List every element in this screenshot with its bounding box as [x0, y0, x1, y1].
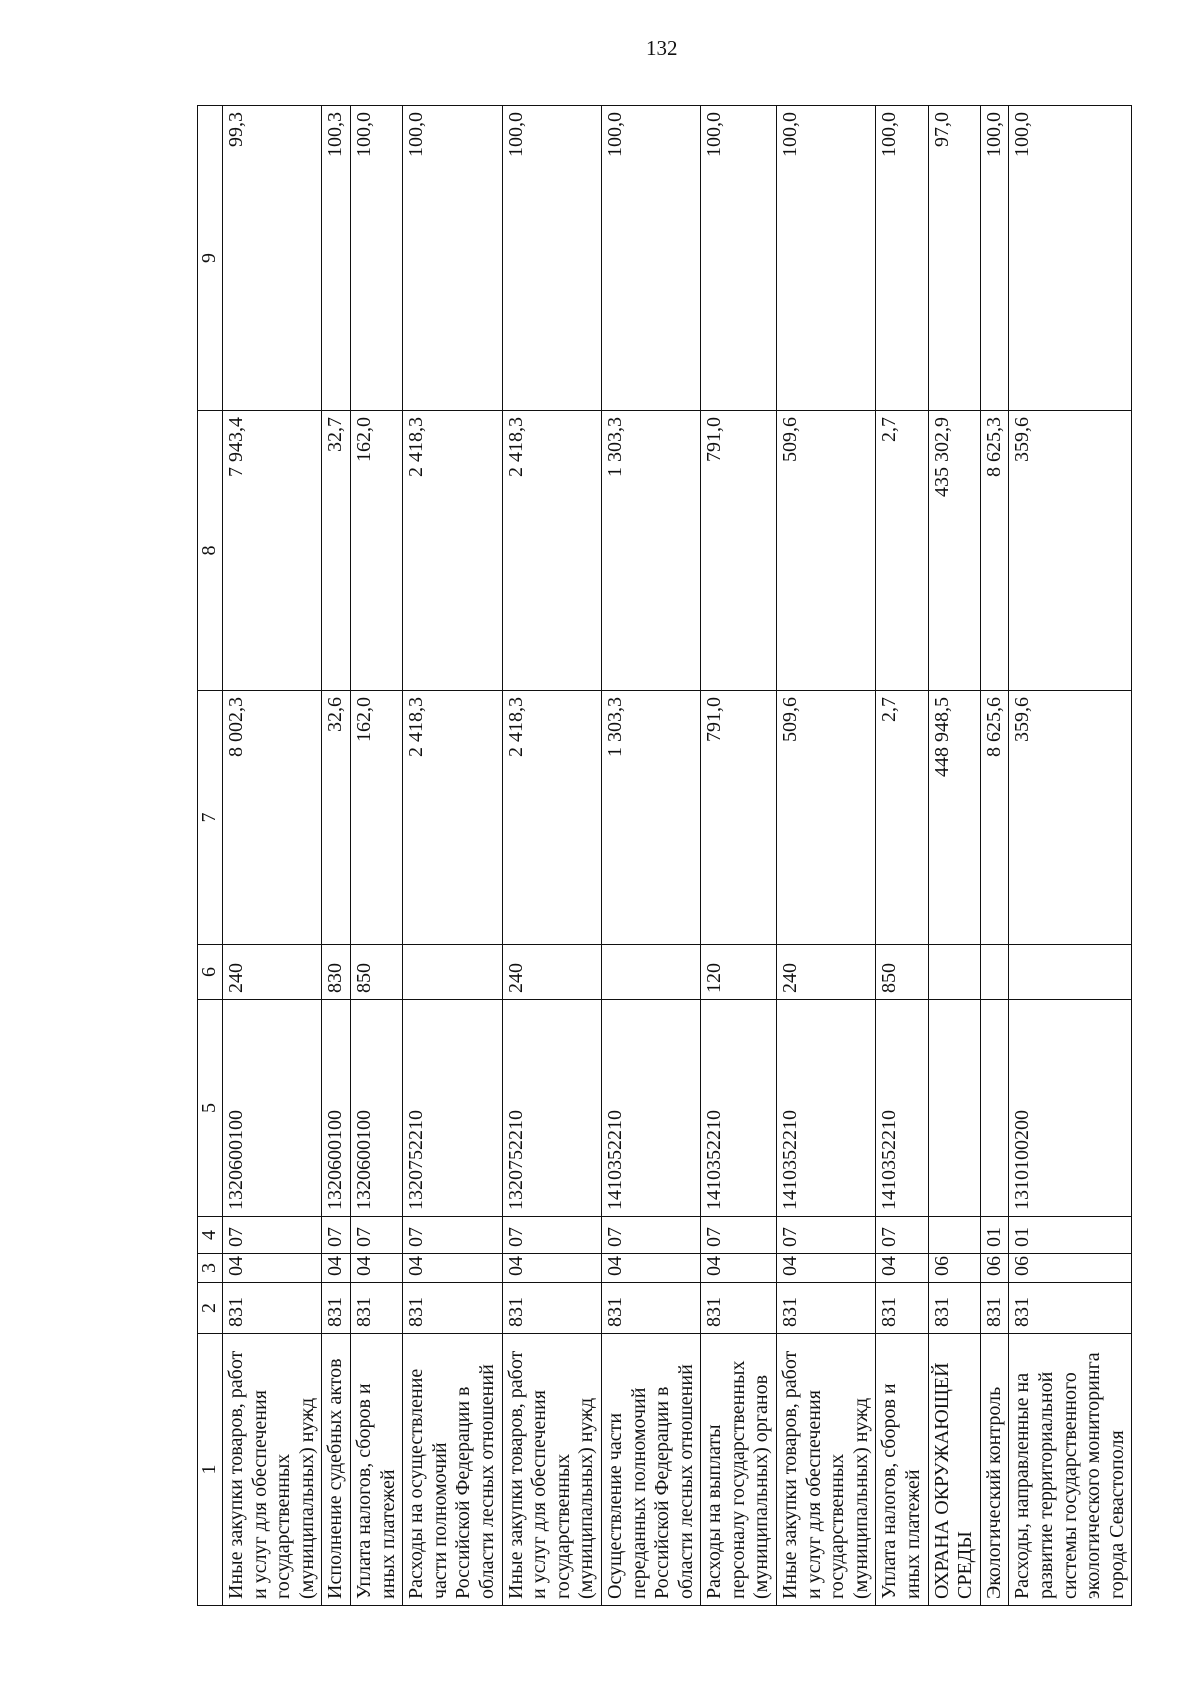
cell-executed: 32,7 [322, 411, 351, 691]
cell-section: 06 [928, 1254, 980, 1283]
row-name: Иные закупки товаров, работ и услуг для обеспечения государственных (муниципальных) нужд [502, 1334, 601, 1606]
cell-subsection: 07 [223, 1217, 322, 1254]
cell-target-article: 1320600100 [350, 1000, 402, 1217]
cell-executed: 162,0 [350, 411, 402, 691]
header-row [198, 106, 223, 1606]
cell-admin-code: 831 [350, 1283, 402, 1334]
cell-target-article [928, 1000, 980, 1217]
cell-section: 04 [502, 1254, 601, 1283]
cell-percent: 100,0 [980, 106, 1009, 411]
row-name: Уплата налогов, сборов и иных платежей [350, 1334, 402, 1606]
cell-subsection: 01 [1009, 1217, 1132, 1254]
cell-percent: 100,0 [601, 106, 700, 411]
cell-admin-code: 831 [1009, 1283, 1132, 1334]
cell-section: 04 [322, 1254, 351, 1283]
cell-expense-type [1009, 945, 1132, 1000]
cell-percent: 100,0 [876, 106, 928, 411]
cell-percent: 99,3 [223, 106, 322, 411]
cell-target-article: 1410352210 [701, 1000, 777, 1217]
cell-planned: 2 418,3 [502, 691, 601, 945]
cell-planned: 162,0 [350, 691, 402, 945]
table-row [980, 106, 1009, 1606]
cell-admin-code: 831 [876, 1283, 928, 1334]
rotated-table-container [197, 106, 1128, 1606]
row-name: Экологический контроль [980, 1334, 1009, 1606]
row-name: Исполнение судебных актов [322, 1334, 351, 1606]
header-cell: 8 [198, 411, 223, 691]
cell-section: 04 [403, 1254, 502, 1283]
header-cell: 4 [198, 1217, 223, 1254]
cell-admin-code: 831 [701, 1283, 777, 1334]
table-row [350, 106, 402, 1606]
cell-percent: 100,0 [701, 106, 777, 411]
cell-section: 04 [876, 1254, 928, 1283]
row-name: Уплата налогов, сборов и иных платежей [876, 1334, 928, 1606]
cell-section: 04 [601, 1254, 700, 1283]
header-cell: 9 [198, 106, 223, 411]
row-name: ОХРАНА ОКРУЖАЮЩЕЙ СРЕДЫ [928, 1334, 980, 1606]
cell-target-article: 1320752210 [403, 1000, 502, 1217]
cell-section: 06 [980, 1254, 1009, 1283]
cell-subsection: 07 [502, 1217, 601, 1254]
table-row [223, 106, 322, 1606]
cell-planned: 32,6 [322, 691, 351, 945]
cell-expense-type [980, 945, 1009, 1000]
cell-admin-code: 831 [980, 1283, 1009, 1334]
cell-admin-code: 831 [223, 1283, 322, 1334]
table-row [777, 106, 876, 1606]
cell-planned: 1 303,3 [601, 691, 700, 945]
cell-section: 04 [223, 1254, 322, 1283]
cell-planned: 359,6 [1009, 691, 1132, 945]
cell-target-article: 1410352210 [876, 1000, 928, 1217]
cell-planned: 2,7 [876, 691, 928, 945]
cell-planned: 509,6 [777, 691, 876, 945]
cell-expense-type: 830 [322, 945, 351, 1000]
cell-executed: 8 625,3 [980, 411, 1009, 691]
cell-subsection: 07 [701, 1217, 777, 1254]
cell-section: 04 [777, 1254, 876, 1283]
table-row [701, 106, 777, 1606]
cell-admin-code: 831 [322, 1283, 351, 1334]
cell-target-article: 1320600100 [223, 1000, 322, 1217]
cell-section: 04 [701, 1254, 777, 1283]
table-row [876, 106, 928, 1606]
cell-expense-type [601, 945, 700, 1000]
cell-subsection: 01 [980, 1217, 1009, 1254]
cell-percent: 100,0 [403, 106, 502, 411]
cell-executed: 359,6 [1009, 411, 1132, 691]
page-number: 132 [646, 36, 678, 60]
cell-expense-type: 850 [876, 945, 928, 1000]
cell-target-article [980, 1000, 1009, 1217]
cell-percent: 100,0 [502, 106, 601, 411]
table-row [322, 106, 351, 1606]
cell-admin-code: 831 [928, 1283, 980, 1334]
cell-subsection [928, 1217, 980, 1254]
cell-planned: 791,0 [701, 691, 777, 945]
cell-subsection: 07 [322, 1217, 351, 1254]
header-cell: 6 [198, 945, 223, 1000]
cell-expense-type: 240 [502, 945, 601, 1000]
cell-planned: 448 948,5 [928, 691, 980, 945]
cell-admin-code: 831 [601, 1283, 700, 1334]
row-name: Иные закупки товаров, работ и услуг для обеспечения государственных (муниципальных) нужд [223, 1334, 322, 1606]
row-name: Расходы на осуществление части полномочий Российской Федерации в области лесных отношений [403, 1334, 502, 1606]
cell-subsection: 07 [777, 1217, 876, 1254]
header-cell: 5 [198, 1000, 223, 1217]
cell-percent: 100,0 [1009, 106, 1132, 411]
cell-executed: 2,7 [876, 411, 928, 691]
row-name: Расходы, направленные на развитие территориальной системы государственного экологического мониторинга города Севастополя [1009, 1334, 1132, 1606]
cell-percent: 97,0 [928, 106, 980, 411]
cell-expense-type [928, 945, 980, 1000]
header-cell: 3 [198, 1254, 223, 1283]
cell-admin-code: 831 [777, 1283, 876, 1334]
row-name: Иные закупки товаров, работ и услуг для обеспечения государственных (муниципальных) нужд [777, 1334, 876, 1606]
cell-subsection: 07 [876, 1217, 928, 1254]
cell-executed: 1 303,3 [601, 411, 700, 691]
cell-expense-type: 240 [223, 945, 322, 1000]
cell-admin-code: 831 [502, 1283, 601, 1334]
table-row [601, 106, 700, 1606]
cell-executed: 791,0 [701, 411, 777, 691]
budget-table [197, 105, 1132, 1606]
cell-planned: 8 002,3 [223, 691, 322, 945]
cell-planned: 2 418,3 [403, 691, 502, 945]
cell-percent: 100,0 [777, 106, 876, 411]
cell-executed: 2 418,3 [502, 411, 601, 691]
cell-subsection: 07 [350, 1217, 402, 1254]
table-row [502, 106, 601, 1606]
cell-target-article: 1310100200 [1009, 1000, 1132, 1217]
cell-executed: 2 418,3 [403, 411, 502, 691]
cell-percent: 100,0 [350, 106, 402, 411]
cell-section: 04 [350, 1254, 402, 1283]
cell-target-article: 1410352210 [777, 1000, 876, 1217]
cell-executed: 435 302,9 [928, 411, 980, 691]
cell-target-article: 1320752210 [502, 1000, 601, 1217]
cell-planned: 8 625,6 [980, 691, 1009, 945]
header-cell: 2 [198, 1283, 223, 1334]
cell-expense-type [403, 945, 502, 1000]
cell-expense-type: 240 [777, 945, 876, 1000]
row-name: Расходы на выплаты персоналу государственных (муниципальных) органов [701, 1334, 777, 1606]
header-cell: 7 [198, 691, 223, 945]
header-cell: 1 [198, 1334, 223, 1606]
row-name: Осуществление части переданных полномочий Российской Федерации в области лесных отношений [601, 1334, 700, 1606]
table-row [403, 106, 502, 1606]
cell-executed: 509,6 [777, 411, 876, 691]
cell-percent: 100,3 [322, 106, 351, 411]
cell-subsection: 07 [403, 1217, 502, 1254]
cell-target-article: 1410352210 [601, 1000, 700, 1217]
cell-subsection: 07 [601, 1217, 700, 1254]
cell-target-article: 1320600100 [322, 1000, 351, 1217]
cell-admin-code: 831 [403, 1283, 502, 1334]
table-row [928, 106, 980, 1606]
cell-expense-type: 120 [701, 945, 777, 1000]
cell-section: 06 [1009, 1254, 1132, 1283]
table-row [1009, 106, 1132, 1606]
cell-executed: 7 943,4 [223, 411, 322, 691]
cell-expense-type: 850 [350, 945, 402, 1000]
